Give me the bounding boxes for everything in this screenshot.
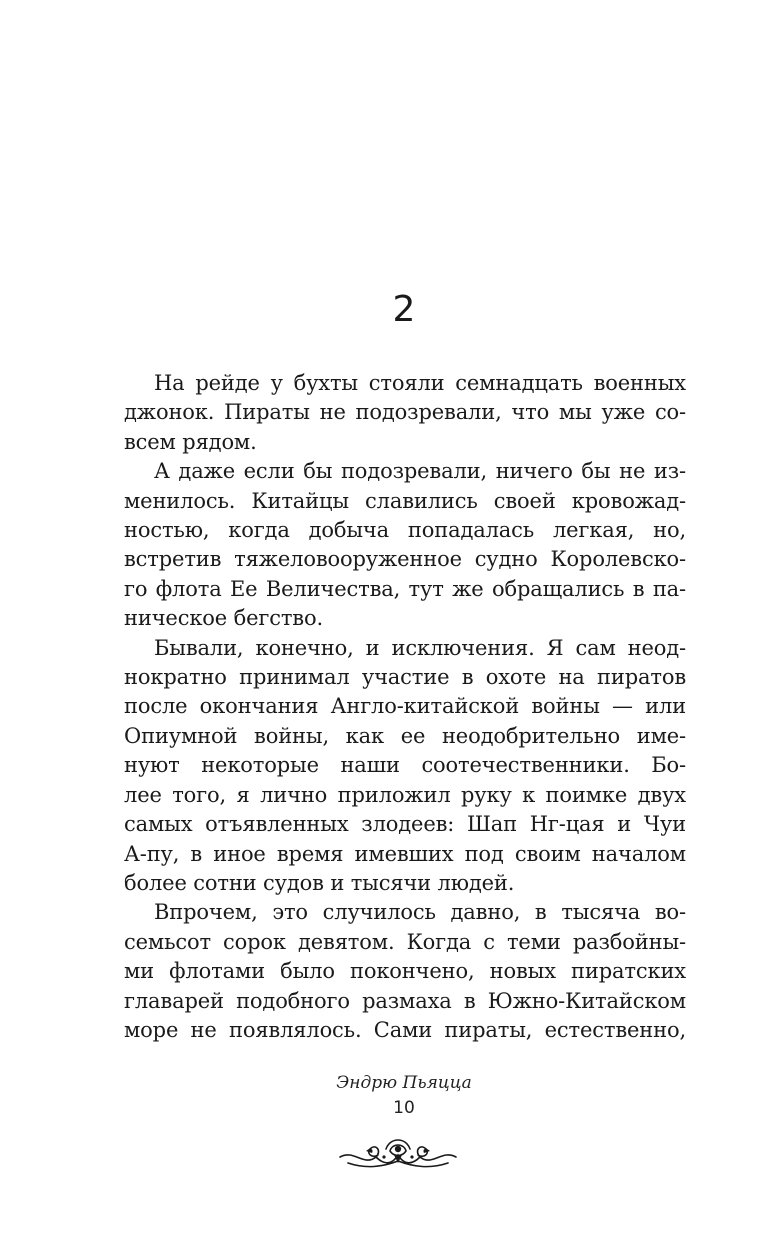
text-line: после окончания Англо-китайской войны — или (124, 694, 686, 719)
text-line: На рейде у бухты стояли семнадцать военных (154, 371, 686, 395)
text-line: А-пу, в иное время имевших под своим началом (124, 841, 686, 866)
body-text (124, 369, 686, 1045)
paragraph (124, 634, 686, 899)
text-line: море не появлялось. Сами пираты, естественно, (124, 1017, 686, 1042)
text-line: всем рядом. (124, 429, 257, 454)
text-line: менилось. Китайцы славились своей кровожад- (124, 488, 686, 513)
text-line: ми флотами было покончено, новых пиратских (124, 959, 686, 984)
text-line: нуют некоторые наши соотечественники. Бо- (124, 753, 686, 778)
text-line: встретив тяжеловооруженное судно Королевско- (124, 547, 686, 572)
text-line: ническое бегство. (124, 606, 323, 631)
text-line: семьсот сорок девятом. Когда с теми разбойны- (124, 929, 686, 954)
text-line: джонок. Пираты не подозревали, что мы уже со- (124, 400, 686, 425)
text-line: А даже если бы подозревали, ничего бы не из- (154, 459, 686, 484)
text-line: Опиумной войны, как ее неодобрительно име- (124, 723, 686, 748)
text-line: го флота Ее Величества, тут же обращались в па- (124, 576, 686, 601)
paragraph (124, 457, 686, 633)
text-line: лее того, я лично приложил руку к поимке двух (124, 782, 686, 807)
page-number: 10 (393, 1098, 415, 1118)
text-line: самых отъявленных злодеев: Шап Нг-цая и Чуи (124, 812, 686, 837)
text-line: более сотни судов и тысячи людей. (124, 870, 515, 895)
text-line: Бывали, конечно, и исключения. Я сам неод- (154, 635, 686, 660)
decorative-flourish-icon (336, 1127, 460, 1173)
paragraph (124, 369, 686, 457)
running-footer-author: Эндрю Пьяцца (336, 1073, 472, 1093)
text-line: главарей подобного размаха в Южно-Китайском (124, 988, 686, 1013)
text-line: нократно принимал участие в охоте на пиратов (124, 665, 686, 690)
paragraph (124, 898, 686, 1045)
text-line: ностью, когда добыча попадалась легкая, но, (124, 518, 686, 543)
text-line: Впрочем, это случилось давно, в тысяча во- (154, 900, 686, 925)
chapter-number: 2 (392, 289, 416, 330)
